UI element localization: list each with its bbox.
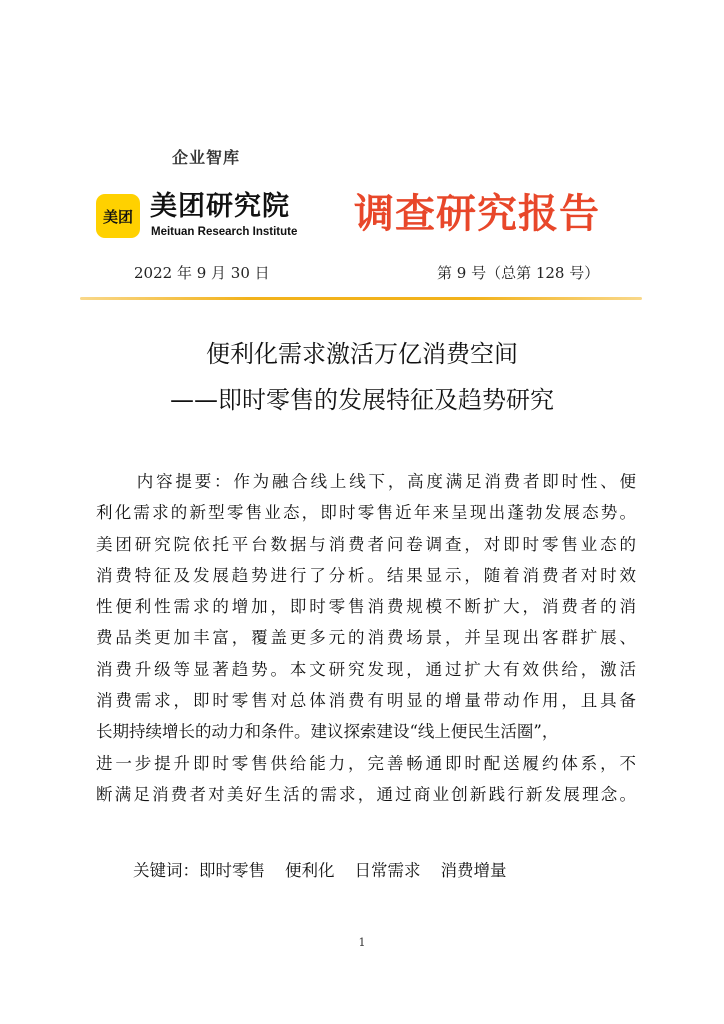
abstract-line: 利化需求的新型零售业态，即时零售近年来呈现出蓬勃发展态势。 [96,503,636,523]
abstract-line: 消费需求，即时零售对总体消费有明显的增量带动作用，且具备 [96,691,636,711]
keyword: 便利化 [285,861,335,880]
keyword: 日常需求 [354,861,421,880]
issue-number: 第 9 号（总第 128 号） [437,264,600,282]
keywords-label: 关键词： [133,861,199,880]
abstract-label: 内容提要： [134,472,234,491]
abstract-line: 消费特征及发展趋势进行了分析。结果显示，随着消费者对时效 [96,565,636,585]
report-type-title: 调查研究报告 [354,191,600,237]
document-title: 便利化需求激活万亿消费空间 [206,340,518,368]
report-date: 2022 年 9 月 30 日 [134,264,270,282]
org-name-en: Meituan Research Institute [151,226,298,238]
org-name-cn: 美团研究院 [150,191,290,222]
abstract-line: 长期持续增长的动力和条件。建议探索建设“线上便民生活圈”， [96,722,559,742]
abstract-line: 断满足消费者对美好生活的需求，通过商业创新践行新发展理念。 [96,784,636,804]
keyword: 即时零售 [199,861,265,880]
logo-text: 美团 [102,207,133,226]
header-divider [80,297,642,300]
meituan-logo [96,194,140,238]
abstract-block [96,466,636,810]
page-number: 1 [358,936,366,949]
abstract-line: 美团研究院依托平台数据与消费者问卷调查，对即时零售业态的 [96,534,636,554]
keyword: 消费增量 [440,861,507,880]
document-subtitle: ——即时零售的发展特征及趋势研究 [170,386,554,414]
abstract-line [96,466,636,497]
abstract-line: 费品类更加丰富，覆盖更多元的消费场景，并呈现出客群扩展、 [96,628,636,648]
abstract-line: 消费升级等显著趋势。本文研究发现，通过扩大有效供给，激活 [96,659,636,679]
abstract-line-text: 作为融合线上线下，高度满足消费者即时性、便 [233,472,637,491]
abstract-line: 进一步提升即时零售供给能力，完善畅通即时配送履约体系，不 [96,753,636,773]
think-tank-label: 企业智库 [172,148,241,167]
abstract-line: 性便利性需求的增加，即时零售消费规模不断扩大，消费者的消 [96,597,636,617]
keywords-line [133,857,527,881]
